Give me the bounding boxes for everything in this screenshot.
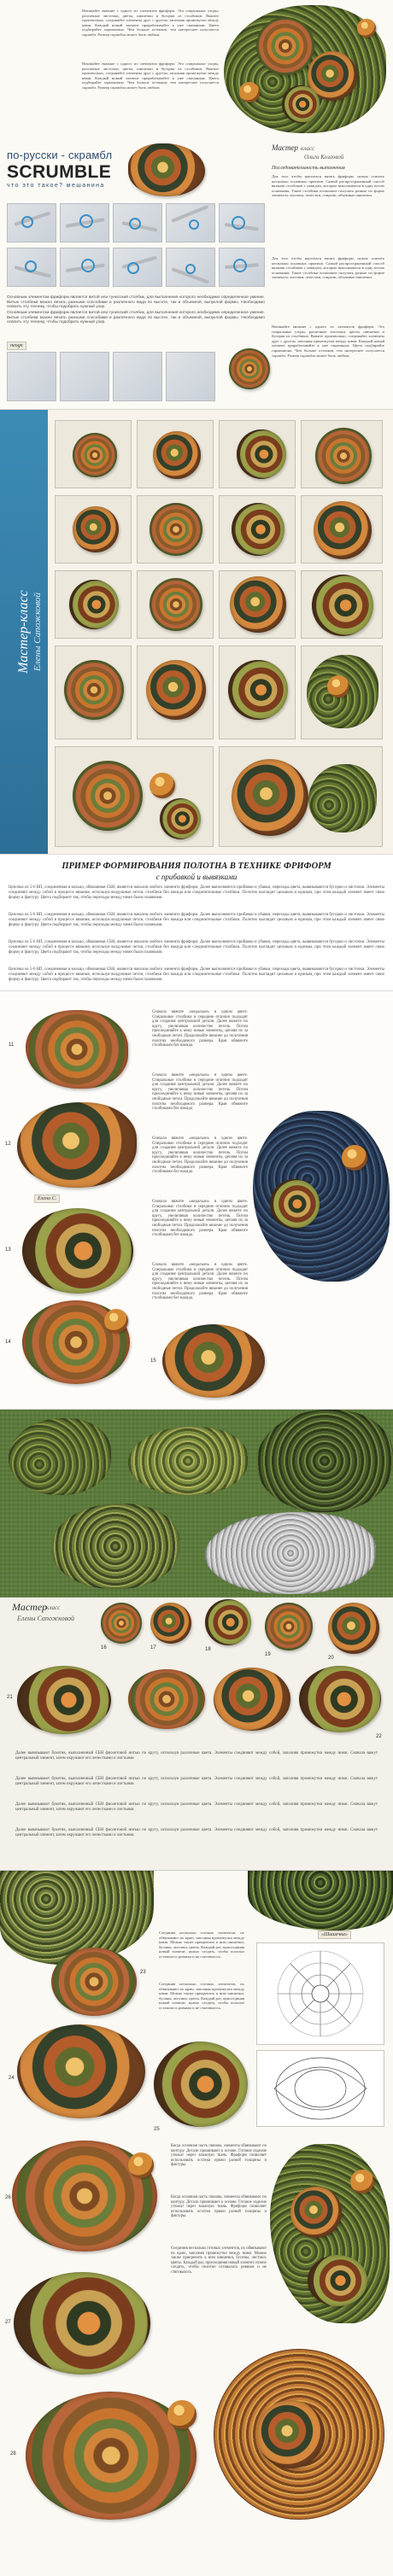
- bobble-diagram: [256, 1942, 384, 2045]
- master-name: Ольги Козловой: [304, 154, 344, 161]
- bottom-text: Основным элементом фриформ является витой или тунисский столбик, для выполнения которого необходимо определенное умение. Витые столбики можно вязать разными способами и различного вида по высоте, так и объемной, выпуклой формы. Необходимо освоить эту технику, чтобы подобрать нужный узор.: [7, 295, 265, 310]
- band-name: Елены Сапожковой: [32, 592, 43, 672]
- step-number-17: 17: [150, 1645, 156, 1650]
- spirals-body-4: Сначала вяжите «медальон» в одном цвете. Спиральные столбики в середине отлично подходят для создания центральной детали. Далее вяжите по кругу, увеличивая количество петель. Потом присоединяйте к нему новые элементы, цепляя их за свободные петли. Продолжайте вязание до получения полотна необходимого размера. Края обвяжите столбиками без накида.: [152, 1200, 248, 1238]
- step-number-27: 27: [5, 2320, 11, 2325]
- spiral-photo-25: [154, 2042, 248, 2127]
- neogn-label: neogn: [7, 342, 26, 350]
- step-photo-neogn-4: [166, 352, 215, 401]
- details-body-left-2: Соединив несколько готовых элементов, их обвязывают по краю, заполняя промежутки между ними. Можно также прикрепить к ним шишечки, бусины, листики, цветы. Каждый раз, присоединяя новый элемент, нужно следить, чтобы полотно оставалось ровным и не стягивалось.: [159, 1982, 244, 2010]
- process-photo-1: [55, 420, 132, 488]
- process-photo-13: [55, 645, 132, 739]
- details-body-right-3: Соединив несколько готовых элементов, их обвязывают по краю, заполняя промежутки между ними. Можно также прикрепить к ним шишечки, бусины, листики, цветы. Каждый раз, присоединяя новый элемент, нужно следить, чтобы полотно оставалось ровным и не стягивалось.: [171, 2246, 267, 2275]
- process-photo-5: [55, 495, 132, 564]
- step-photo-10: [219, 248, 265, 287]
- bobble-motif: [167, 2400, 196, 2429]
- step-number-23: 23: [140, 1970, 146, 1975]
- title-subtitle: что это такое? мешанина: [7, 183, 105, 189]
- master-label: Мастер: [272, 143, 298, 152]
- bobble-motif: [104, 1309, 128, 1333]
- band-title: Мастер-класс: [16, 590, 31, 674]
- process-photo-7: [219, 495, 296, 564]
- scrumble-motif-photo: [128, 143, 205, 196]
- step-photo-2: [60, 203, 109, 242]
- bottom-scrumble-spiral: [256, 2400, 325, 2468]
- right-column-text: Для того чтобы научиться вязать фриформ, нужно освоить несколько основных приемов. Самый распространенный способ вязания столбиков с накидом, которые выполняются в одну петлю основания. Такие столбики позволяют получать разные по форме элементы: листики, лепестки, спирали, объемные шишечки.: [272, 174, 384, 198]
- scrumble-spiral: [270, 1179, 320, 1229]
- step-photo-1: [7, 203, 56, 242]
- master-class-band: [0, 410, 48, 854]
- page-6-details: [0, 1870, 393, 2576]
- spirals-body-5: Сначала вяжите «медальон» в одном цвете. Спиральные столбики в середине отлично подходят для создания центральной детали. Далее вяжите по кругу, увеличивая количество петель. Потом присоединяйте к нему новые элементы, цепляя их за свободные петли. Продолжайте вязание до получения полотна необходимого размера. Края обвяжите столбиками без накида.: [152, 1263, 248, 1301]
- step-photo-3: [113, 203, 162, 242]
- step-number-14: 14: [5, 1340, 11, 1345]
- spiral-photo-22a: [128, 1669, 205, 1729]
- example-body-4: Цепочка из 5-6 ВП, соединенная в кольцо, обвязанная СБН, является началом любого элемента фриформ. Далее выполняются прибавки и убавки, переходы цвета, вывязываются бугорки и листочки. Элементы соединяют между собой в процессе вязания, используя воздушные петли, столбики без накида или соединительные столбики. Полотно выглядит цельным и единым, при этом каждый элемент имеет свою форму и фактуру. Цвета подбирают так, чтобы переходы между ними были плавными.: [9, 967, 384, 982]
- step-photo-neogn-1: [7, 352, 56, 401]
- step-photo-6: [7, 248, 56, 287]
- step-number-20: 20: [328, 1656, 334, 1661]
- example-title: ПРИМЕР ФОРМИРОВАНИЯ ПОЛОТНА В ТЕХНИКЕ ФРИФОРМ: [62, 862, 331, 871]
- step-photo-neogn-3: [113, 352, 162, 401]
- right-column-text-2: Для того чтобы научиться вязать фриформ, нужно освоить несколько основных приемов. Самый распространенный способ вязания столбиков с накидом, которые выполняются в одну петлю основания. Такие столбики позволяют получать разные по форме элементы: листики, лепестки, спирали, объемные шишечки.: [272, 256, 384, 280]
- process-photo-14: [137, 645, 214, 739]
- step-number-18: 18: [205, 1647, 211, 1652]
- intro-text: Начинайте вязание с одного из элементов фриформ. Это спиральные узоры, различные листочки, цветы, шишечки и бугорки из столбиков. Вяжите произвольно, соединяйте элементы друг с другом, заполняя промежутки между ними. Каждый новый элемент прирабатывайте к уже связанным. Цвета подбирайте гармонично. Чем больше оттенков, тем интереснее получается скрамбл. Размер скрамбла может быть любым.: [82, 9, 219, 37]
- blanket-motif: [256, 1410, 393, 1512]
- process-photo-12: [301, 570, 383, 639]
- blanket-motif: [51, 1504, 179, 1589]
- step-number-28: 28: [10, 2451, 16, 2456]
- spiral-photo-20: [328, 1603, 379, 1654]
- master-sublabel: класс: [46, 1604, 61, 1611]
- spiral-photo-11: [26, 1010, 128, 1089]
- example-body: Цепочка из 5-6 ВП, соединенная в кольцо, обвязанная СБН, является началом любого элемента фриформ. Далее выполняются прибавки и убавки, переходы цвета, вывязываются бугорки и листочки. Элементы соединяют между собой в процессе вязания, используя воздушные петли, столбики без накида или соединительные столбики. Полотно выглядит цельным и единым, при этом каждый элемент имеет свою форму и фактуру. Цвета подбирают так, чтобы переходы между ними были плавными.: [9, 885, 384, 900]
- title-scrumble: SCRUMBLE: [7, 162, 112, 182]
- process-photo-15: [219, 645, 296, 739]
- step-photo-7: [60, 248, 109, 287]
- details-body-right-2: Когда основная часть связана, элементы обвязывают по контуру. Детали пришивают к основе. Готовое изделие утюжат через влажную ткань. Фриформ позволяет использовать остатки пряжи разной толщины и фактуры.: [171, 2195, 267, 2219]
- bottom-text-2: Основным элементом фриформ является витой или тунисский столбик, для выполнения которого необходимо определенное умение. Витые столбики можно вязать разными способами и различного вида по высоте, так и объемной, выпуклой формы. Необходимо освоить эту технику, чтобы подобрать нужный узор.: [7, 311, 265, 325]
- step-number-16: 16: [101, 1645, 107, 1650]
- example-body-2: Цепочка из 5-6 ВП, соединенная в кольцо, обвязанная СБН, является началом любого элемента фриформ. Далее выполняются прибавки и убавки, переходы цвета, вывязываются бугорки и листочки. Элементы соединяют между собой в процессе вязания, используя воздушные петли, столбики без накида или соединительные столбики. Полотно выглядит цельным и единым, при этом каждый элемент имеет свою форму и фактуру. Цвета подбирают так, чтобы переходы между ними были плавными.: [9, 913, 384, 927]
- stitch-diagram-svg: [257, 2051, 384, 2126]
- bobble-motif: [342, 1145, 367, 1171]
- process-photo-4: [301, 420, 383, 488]
- spiral-photo-18: [205, 1599, 251, 1645]
- blanket-body-2: Далее вывязывают букетик, выполненный СБН фиолетовой нитью по кругу, используя различные цвета. Элементы соединяют между собой, заполняя промежутки между ними. Сначала вяжут центральный элемент, затем окружают его лепестками и листьями.: [15, 1777, 378, 1786]
- section-title: Последовательность выполнения: [272, 166, 345, 171]
- bobble-motif: [357, 19, 376, 38]
- title-russian: по-русски - скрамбл: [7, 149, 113, 161]
- spiral-motif: [282, 85, 320, 123]
- details-body-left: Соединив несколько готовых элементов, их обвязывают по краю, заполняя промежутки между ними. Можно также прикрепить к ним шишечки, бусины, листики, цветы. Каждый раз, присоединяя новый элемент, нужно следить, чтобы полотно оставалось ровным и не стягивалось.: [159, 1931, 244, 1959]
- spiral-motif: [256, 17, 314, 75]
- spiral-photo-22c: [299, 1666, 381, 1732]
- process-photo-2: [137, 420, 214, 488]
- blanket-body-3: Далее вывязывают букетик, выполненный СБН фиолетовой нитью по кругу, используя различные цвета. Элементы соединяют между собой, заполняя промежутки между ними. Сначала вяжут центральный элемент, затем окружают его лепестками и листьями.: [15, 1802, 378, 1812]
- bobble-diagram-svg: [257, 1943, 384, 2044]
- spiral-photo-17: [150, 1603, 191, 1644]
- step-number-11: 11: [9, 1043, 15, 1048]
- spiral-photo-22b: [214, 1668, 290, 1731]
- page-1-scrumble: [0, 0, 393, 410]
- stitch-diagram: [256, 2050, 384, 2127]
- page-3-example: [0, 854, 393, 990]
- spirals-body-3: Сначала вяжите «медальон» в одном цвете. Спиральные столбики в середине отлично подходят для создания центральной детали. Далее вяжите по кругу, увеличивая количество петель. Потом присоединяйте к нему новые элементы, цепляя их за свободные петли. Продолжайте вязание до получения полотна необходимого размера. Края обвяжите столбиками без накида.: [152, 1136, 248, 1175]
- finished-piece-spiral: [308, 2255, 367, 2306]
- spiral-photo-24: [17, 2024, 145, 2118]
- page-4-spirals: [0, 990, 393, 1409]
- process-photo-6: [137, 495, 214, 564]
- process-photo-10: [137, 570, 214, 639]
- step-number-13: 13: [5, 1247, 11, 1253]
- spiral-photo-27: [14, 2272, 150, 2374]
- blanket-motif: [9, 1418, 111, 1495]
- step-number-15: 15: [150, 1358, 156, 1364]
- master-name: Елены Сапожковой: [17, 1615, 74, 1622]
- step-photo-5: [219, 203, 265, 242]
- step-number-21: 21: [7, 1695, 13, 1700]
- top-scrumble-photo-right: [248, 1871, 393, 1931]
- process-photo-17: [55, 746, 214, 847]
- finished-piece-spiral: [290, 2187, 342, 2238]
- blanket-body: Далее вывязывают букетик, выполненный СБН фиолетовой нитью по кругу, используя различные цвета. Элементы соединяют между собой, заполняя промежутки между ними. Сначала вяжут центральный элемент, затем окружают его лепестками и листьями.: [15, 1751, 378, 1761]
- spiral-photo-12: [17, 1102, 137, 1188]
- details-body-right: Когда основная часть связана, элементы обвязывают по контуру. Детали пришивают к основе. Готовое изделие утюжат через влажную ткань. Фриформ позволяет использовать остатки пряжи разной толщины и фактуры.: [171, 2144, 267, 2168]
- step-photo-neogn-2: [60, 352, 109, 401]
- spirals-body-2: Сначала вяжите «медальон» в одном цвете. Спиральные столбики в середине отлично подходят для создания центральной детали. Далее вяжите по кругу, увеличивая количество петель. Потом присоединяйте к нему новые элементы, цепляя их за свободные петли. Продолжайте вязание до получения полотна необходимого размера. Края обвяжите столбиками без накида.: [152, 1073, 248, 1112]
- spirals-body: Сначала вяжите «медальон» в одном цвете. Спиральные столбики в середине отлично подходят для создания центральной детали. Далее вяжите по кругу, увеличивая количество петель. Потом присоединяйте к нему новые элементы, цепляя их за свободные петли. Продолжайте вязание до получения полотна необходимого размера. Края обвяжите столбиками без накида.: [152, 1010, 248, 1049]
- example-subtitle: с прибавкой и вывязками: [155, 873, 238, 881]
- blanket-motif: [205, 1512, 376, 1594]
- step-number-22: 22: [376, 1734, 382, 1739]
- spiral-photo-19: [265, 1603, 313, 1650]
- blanket-body-4: Далее вывязывают букетик, выполненный СБН фиолетовой нитью по кругу, используя различные цвета. Элементы соединяют между собой, заполняя промежутки между ними. Сначала вяжут центральный элемент, затем окружают его лепестками и листьями.: [15, 1828, 378, 1837]
- diagram-tag: «Шишечка»: [318, 1931, 351, 1939]
- step-number-19: 19: [265, 1652, 271, 1657]
- spiral-photo-13: [22, 1208, 133, 1294]
- finished-spiral-photo: [229, 348, 270, 389]
- step-number-25: 25: [154, 2127, 160, 2132]
- right-column-text-3: Начинайте вязание с одного из элементов фриформ. Это спиральные узоры, различные листочки, цветы, шишечки и бугорки из столбиков. Вяжите произвольно, соединяйте элементы друг с другом, заполняя промежутки между ними. Каждый новый элемент прирабатывайте к уже связанным. Цвета подбирайте гармонично. Чем больше оттенков, тем интереснее получается скрамбл. Размер скрамбла может быть любым.: [272, 324, 384, 358]
- process-photo-16: [301, 645, 383, 739]
- example-body-3: Цепочка из 5-6 ВП, соединенная в кольцо, обвязанная СБН, является началом любого элемента фриформ. Далее выполняются прибавки и убавки, переходы цвета, вывязываются бугорки и листочки. Элементы соединяют между собой в процессе вязания, используя воздушные петли, столбики без накида или соединительные столбики. Полотно выглядит цельным и единым, при этом каждый элемент имеет свою форму и фактуру. Цвета подбирают так, чтобы переходы между ними были плавными.: [9, 940, 384, 955]
- process-photo-8: [301, 495, 383, 564]
- step-photo-9: [166, 248, 215, 287]
- spiral-photo-23: [51, 1948, 137, 2016]
- spiral-photo-16: [101, 1603, 142, 1644]
- author-tag: Елена С.: [34, 1195, 60, 1203]
- page-5-blanket: [0, 1409, 393, 1870]
- bobble-motif: [350, 2170, 374, 2193]
- step-number-12: 12: [5, 1142, 11, 1147]
- process-photo-3: [219, 420, 296, 488]
- spiral-photo-21: [17, 1666, 111, 1734]
- bobble-motif: [239, 82, 260, 102]
- blanket-motif: [128, 1427, 248, 1495]
- intro-text-2: Начинайте вязание с одного из элементов фриформ. Это спиральные узоры, различные листочки, цветы, шишечки и бугорки из столбиков. Вяжите произвольно, соединяйте элементы друг с другом, заполняя промежутки между ними. Каждый новый элемент прирабатывайте к уже связанным. Цвета подбирайте гармонично. Чем больше оттенков, тем интереснее получается скрамбл. Размер скрамбла может быть любым.: [82, 61, 219, 90]
- step-photo-8: [113, 248, 162, 287]
- master-label: Мастер: [12, 1601, 48, 1613]
- step-photo-4: [166, 203, 215, 242]
- spiral-photo-15: [162, 1324, 265, 1398]
- bobble-motif: [128, 2153, 154, 2178]
- step-number-26: 26: [5, 2195, 11, 2200]
- step-number-24: 24: [9, 2076, 15, 2081]
- page-2-master-class: [0, 410, 393, 854]
- process-photo-11: [219, 570, 296, 639]
- master-sublabel: класс: [301, 145, 315, 152]
- process-photo-18: [219, 746, 383, 847]
- process-photo-9: [55, 570, 132, 639]
